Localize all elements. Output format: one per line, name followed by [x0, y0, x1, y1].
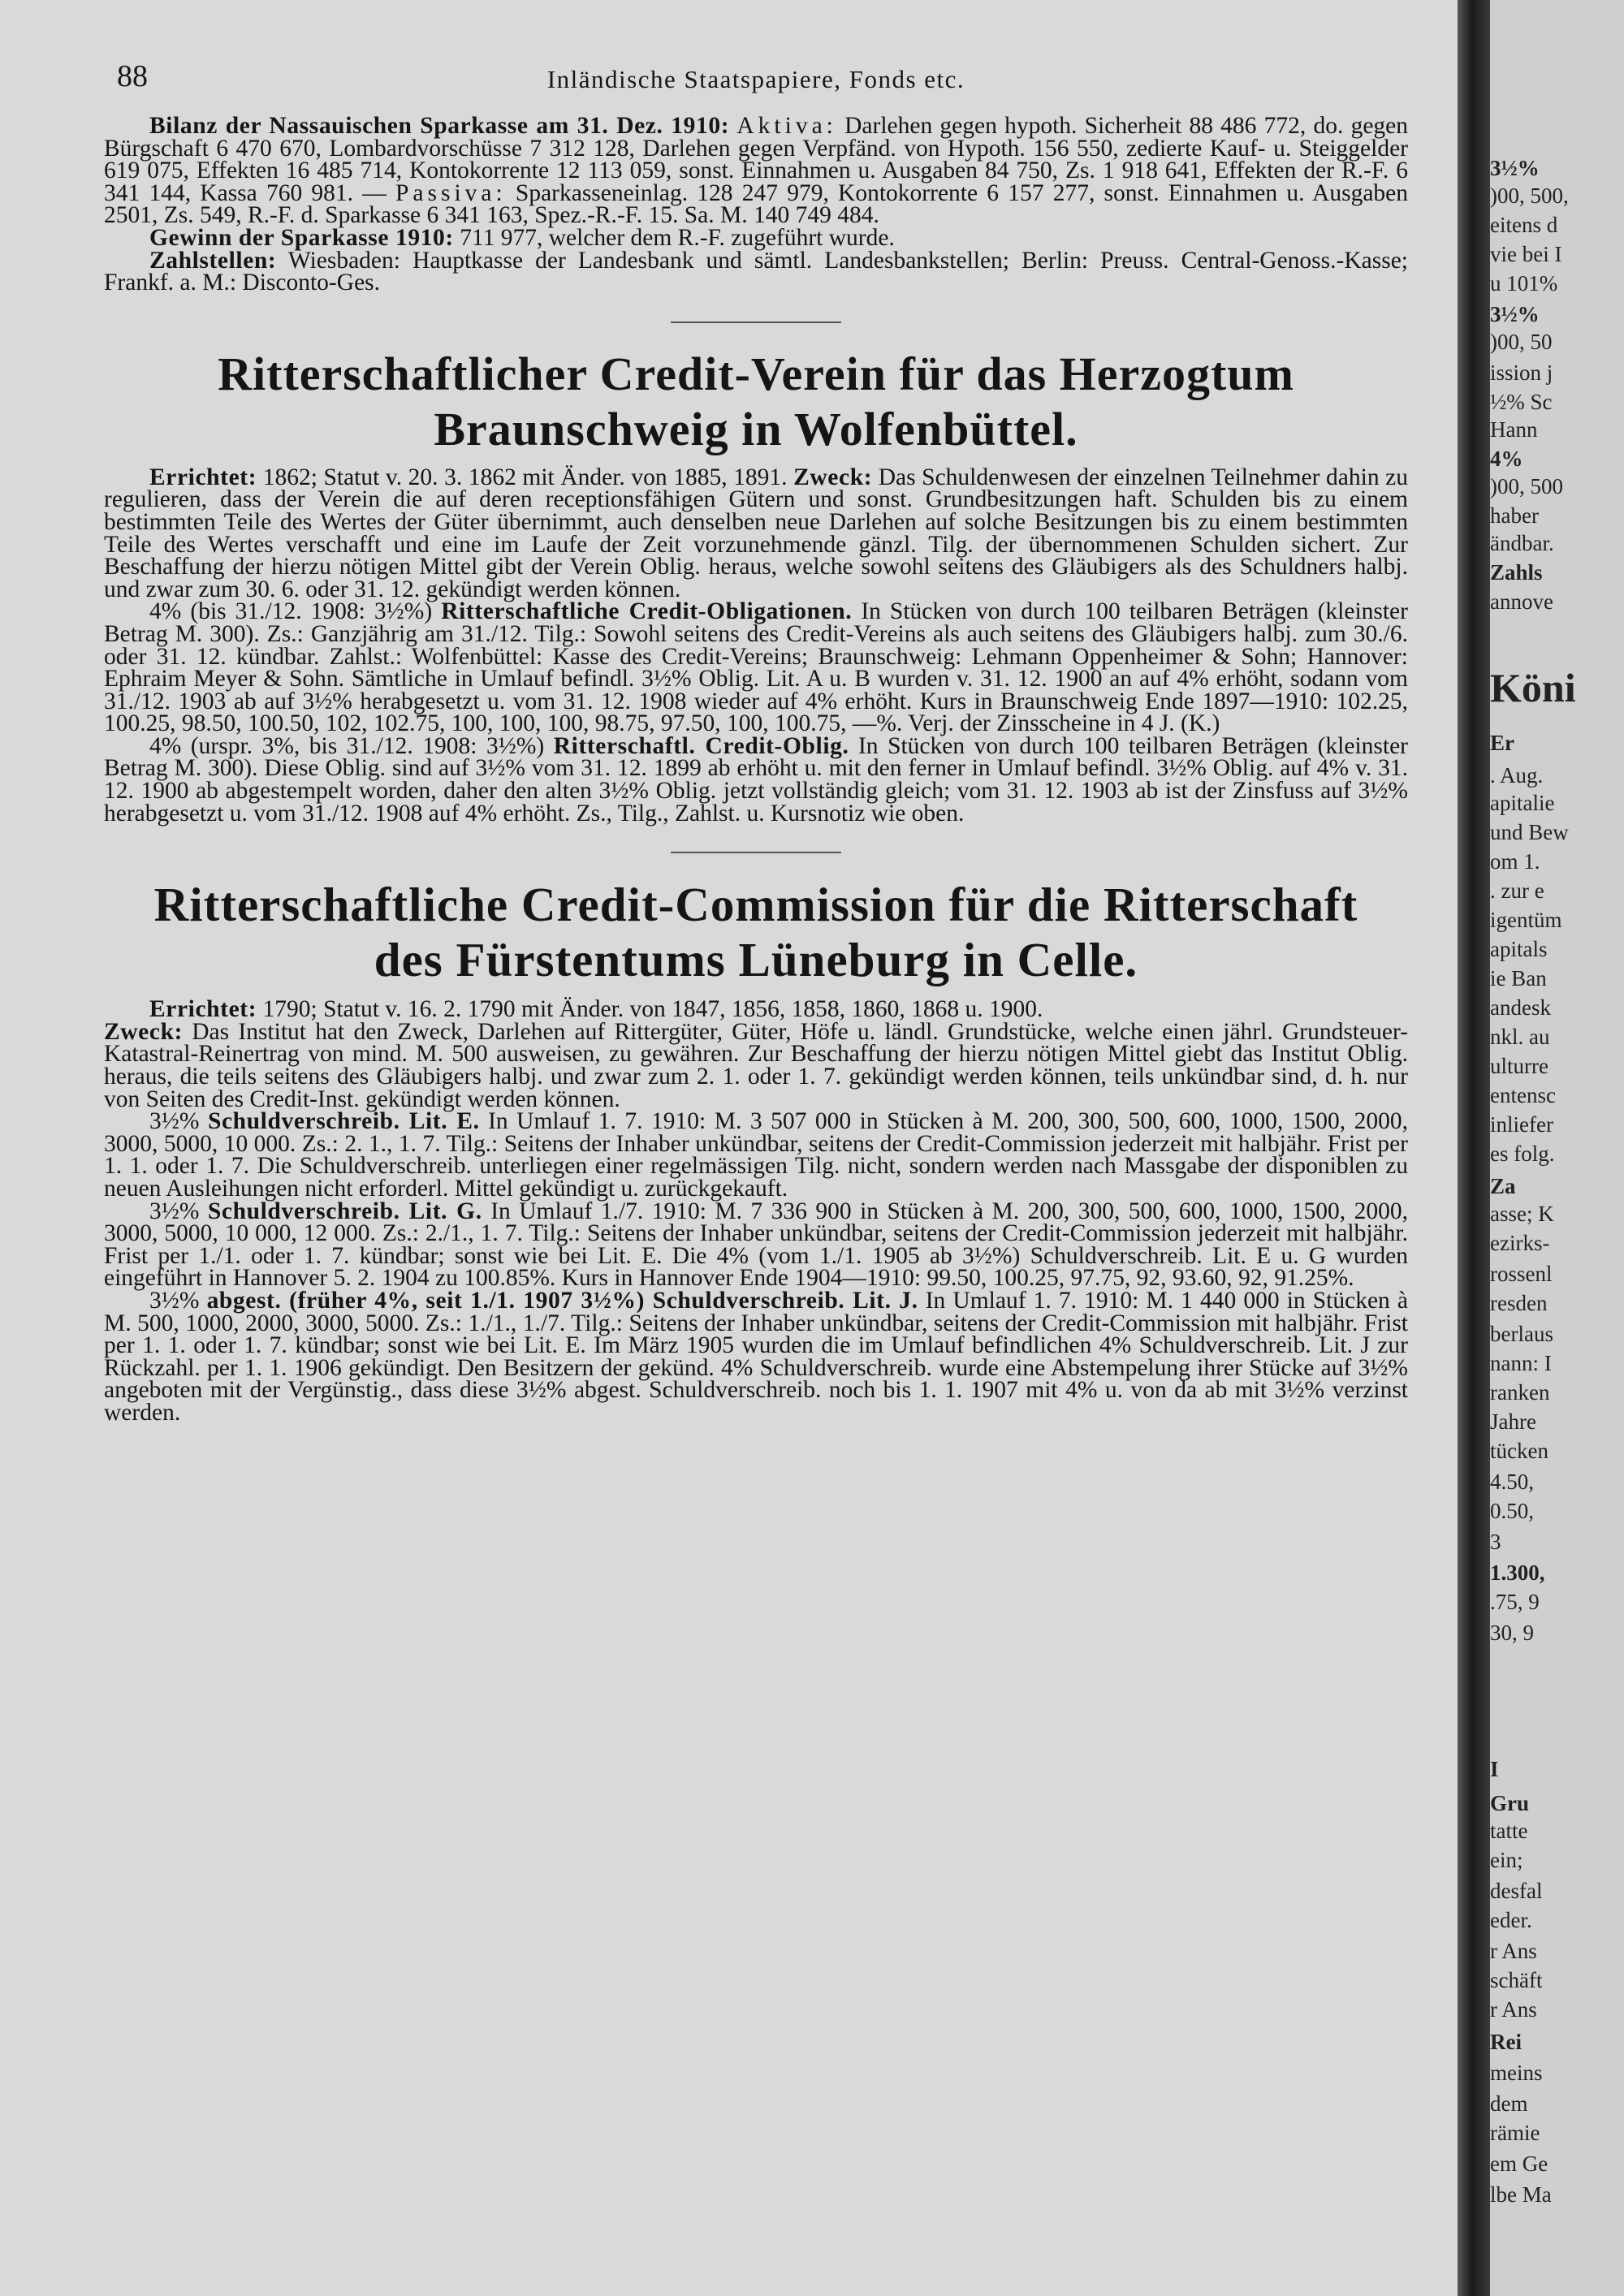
lueneburg-lit-e [104, 1108, 1409, 1202]
right-page-line: 4.50, [1490, 1470, 1534, 1494]
section-braunschweig [104, 347, 1408, 826]
nassau-zahlstellen-paragraph [104, 247, 1408, 296]
braunschweig-obl2-label: Ritterschaftl. Credit-Oblig. [553, 732, 849, 759]
right-page-line: 3½% [1490, 156, 1540, 180]
right-page-line: berlaus [1490, 1322, 1553, 1346]
braunschweig-obl2-text: In Stücken von durch 100 teilbaren Beträgen (kleinster Betrag M. 300). Diese Oblig. sind auf 3½% vom 31. 12. 1899 ab erhöht u. mit den ferner in Umlauf befindl. 3½% Oblig. auf 4% v. 31. 12. 1900 ab abgestempelt worden, daher den alten 3½% Oblig. jetzt vollständig gleich; vom 31. 12. 1903 ab ist der Zinsfuss auf 3½% herabgesetzt u. vom 31./12. 1908 auf 4% erhöht. Zs., Tilg., Zahlst. u. Kursnotiz wie oben. [104, 732, 1408, 826]
right-page-line: om 1. [1490, 849, 1540, 874]
right-page-line: 3½% [1490, 302, 1540, 326]
right-page-line: .75, 9 [1490, 1590, 1540, 1614]
right-page-line: ission j [1490, 360, 1553, 385]
right-page-line: 4% [1490, 447, 1523, 471]
braunschweig-zweck-label: Zweck: [793, 464, 873, 490]
nassau-bilanz-label: Bilanz der Nassauischen Sparkasse am 31. Dez. 1910: [149, 113, 730, 139]
lueneburg-lit-g-text: In Umlauf 1./7. 1910: M. 7 336 900 in Stücken à M. 200, 300, 500, 600, 1000, 1500, 2000, 3000, 5000, 10 000, 12 000. Zs.: 2./1., 1. 7. Tilg.: Seitens der Inhaber unkündbar, seitens der Credit-Commission jederzeit mit halbjähr. Frist per 1./1. oder 1. 7. kündbar; sonst wie bei Lit. E. Die 4% (vom 1./1. 1905 ab 3½%) Schuldverschreib. Lit. E u. G wurden eingeführt in Hannover 5. 2. 1904 zu 100.85%. Kurs in Hannover Ende 1904—1910: 99.50, 100.25, 97.75, 92, 93.60, 92, 91.25%. [104, 1198, 1409, 1292]
section-nassau [104, 115, 1408, 295]
lueneburg-lit-j-text: In Umlauf 1. 7. 1910: M. 1 440 000 in Stücken à M. 500, 1000, 2000, 3000, 5000. Zs.: 1./1., 1./7. Tilg.: Seitens der Inhaber unkündbar, seitens der Credit-Commission mit halbjähr. Frist per 1. 1. oder 1. 7. kündbar; sonst wie bei Lit. E. Im März 1905 wurden die im Umlauf befindlichen 4% Schuldverschreib. Lit. J zur Rückzahl. per 1. 1. 1906 gekündigt. Den Besitzern der gekünd. 4% Schuldverschreib. wurde eine Abstempelung ihrer Stücke auf 3½% angeboten mit der Vergünstig., dass diese 3½% abgest. Schuldverschreib. noch bis 1. 1. 1907 mit 4% u. von da ab mit 3½% verzinst werden. [104, 1287, 1409, 1426]
right-page-line: r Ans [1490, 1939, 1537, 1963]
right-page-line: em Ge [1490, 2151, 1548, 2176]
right-page-line: 0.50, [1490, 1499, 1534, 1523]
lueneburg-errichtet-label: Errichtet: [149, 996, 257, 1023]
right-page-line: nann: I [1490, 1351, 1552, 1375]
right-page-line: ½% Sc [1490, 390, 1553, 414]
right-page-line: resden [1490, 1291, 1548, 1315]
right-page-line: )00, 500, [1490, 183, 1569, 208]
section-divider [671, 852, 841, 853]
braunschweig-obligation-1 [104, 598, 1408, 737]
lueneburg-lit-e-prefix: 3½% [149, 1108, 200, 1135]
lueneburg-lit-e-label: Schuldverschreib. Lit. E. [207, 1108, 480, 1135]
right-page-line: Zahls [1490, 560, 1543, 585]
right-page-line: ie Ban [1490, 966, 1547, 990]
lueneburg-lit-j-prefix: 3½% [149, 1287, 200, 1314]
section-lueneburg [104, 877, 1408, 1424]
braunschweig-title [104, 347, 1408, 457]
running-title: Inländische Staatspapiere, Fonds etc. [546, 65, 965, 93]
right-page-line: rossenl [1490, 1262, 1553, 1286]
section-divider [671, 322, 841, 323]
lueneburg-errichtet-text: 1790; Statut v. 16. 2. 1790 mit Änder. von 1847, 1856, 1858, 1860, 1868 u. 1900. [262, 996, 1043, 1023]
right-page-line: Jahre [1490, 1409, 1536, 1434]
right-page-line: es folg. [1490, 1142, 1555, 1166]
braunschweig-errichtet-text: 1862; Statut v. 20. 3. 1862 mit Änder. von 1885, 1891. [262, 464, 788, 490]
right-page-line: igentüm [1490, 908, 1562, 932]
braunschweig-obl1-label: Ritterschaftliche Credit-Obligationen. [441, 598, 853, 625]
nassau-bilanz-text-1: Darlehen gegen hypoth. Sicherheit 88 486 772, do. gegen Bürgschaft 6 470 670, Lombardvorschüsse 7 312 128, Darlehen gegen Verpfänd. von Hypoth. 156 550, zedierte Kauf- u. Steiggelder 619 075, Effekten 16 485 714, Kontokorrente 12 113 059, sonst. Einnahmen u. Ausgaben 84 750, Zs. 1 918 641, Effekten der R.-F. 6 341 144, Kassa 760 981. — [104, 113, 1409, 206]
right-page-line: annove [1490, 589, 1553, 614]
lueneburg-title-line1: Ritterschaftliche Credit-Commission für die Ritterschaft [153, 878, 1358, 932]
nassau-zahlstellen-label: Zahlstellen: [149, 247, 277, 274]
right-page-line: entensc [1490, 1083, 1556, 1107]
nassau-passiva-label: Passiva: [395, 179, 507, 206]
lueneburg-errichtet-paragraph [104, 996, 1408, 1023]
right-page-line: 1.300, [1490, 1560, 1545, 1585]
right-page-line: Köni [1490, 665, 1576, 710]
right-page-line: 3 [1490, 1530, 1501, 1554]
right-page-line: Gru [1490, 1791, 1530, 1815]
nassau-gewinn-paragraph [104, 224, 1408, 251]
right-page-fragment [1490, 0, 1624, 2296]
right-page-line: . Aug. [1490, 763, 1544, 788]
right-page-line: Hann [1490, 417, 1538, 442]
braunschweig-obl1-text: In Stücken von durch 100 teilbaren Beträgen (kleinster Betrag M. 300). Zs.: Ganzjährig am 31./12. Tilg.: Sowohl seitens des Credit-Vereins als auch seitens des Gläubigers halbj. zum 30./6. oder 31. 12. kündbar. Zahlst.: Wolfenbüttel: Kasse des Credit-Vereins; Braunschweig: Lehmann Oppenheimer & Sohn; Hannover: Ephraim Meyer & Sohn. Sämtliche in Umlauf befindl. 3½% Oblig. Lit. A u. B wurden v. 31. 12. 1900 an auf 4% erhöht, sodann vom 31./12. 1903 ab auf 3½% herabgesetzt u. vom 31. 12. 1908 wieder auf 4% erhöht. Kurs in Braunschweig Ende 1897—1910: 102.25, 100.25, 98.50, 100.50, 102, 102.75, 100, 100, 100, 98.75, 97.50, 100, 100.75, —%. Verj. der Zinsscheine in 4 J. (K.) [104, 598, 1408, 737]
right-page-line: nkl. au [1490, 1025, 1550, 1049]
braunschweig-errichtet-label: Errichtet: [149, 464, 257, 490]
lueneburg-title-line2: des Fürstentums Lüneburg in Celle. [374, 933, 1138, 987]
braunschweig-zweck-text: Das Schuldenwesen der einzelnen Teilnehmer dahin zu regulieren, dass der Verein die auf deren receptionsfähigen Gütern und sonst. Grundbesitzungen haft. Schulden bis zu einem bestimmten Teile des Wertes der Güter übernimmt, auch denselben neue Darlehen auf solche Besitzungen bis zu einem bestimmten Teile des Wertes verschafft und eine im Laufe der Zeit vorzunehmende gänzl. Tilg. der übernommenen Schulden sichert. Zur Beschaffung der hierzu nötigen Mittel gibt der Verein Oblig. heraus, welche sowohl seitens des Gläubigers als des Schuldners halbj. und zwar zum 30. 6. oder 31. 12. gekündigt werden können. [104, 464, 1408, 602]
right-page-line: eitens d [1490, 213, 1558, 237]
right-page-line: haber [1490, 503, 1539, 528]
braunschweig-obl1-prefix: 4% (bis 31./12. 1908: 3½%) [149, 598, 433, 625]
book-gutter [1458, 0, 1490, 2296]
right-page-line: inliefer [1490, 1112, 1553, 1137]
right-page-line: u 101% [1490, 271, 1558, 296]
right-page-line: 30, 9 [1490, 1621, 1534, 1645]
braunschweig-title-line2: Braunschweig in Wolfenbüttel. [434, 402, 1078, 455]
right-page-line: desfal [1490, 1879, 1543, 1903]
right-page-line: I [1490, 1757, 1499, 1781]
right-page-line: tücken [1490, 1439, 1548, 1463]
nassau-gewinn-text: 711 977, welcher dem R.-F. zugeführt wurde. [460, 224, 895, 251]
lueneburg-lit-g-label: Schuldverschreib. Lit. G. [207, 1198, 482, 1224]
right-page-line: asse; K [1490, 1202, 1554, 1226]
lueneburg-lit-g-prefix: 3½% [149, 1198, 200, 1224]
right-page-line: eder. [1490, 1908, 1532, 1932]
lueneburg-lit-g [104, 1198, 1409, 1292]
right-page-line: schäft [1490, 1968, 1543, 1992]
right-page-line: )00, 500 [1490, 474, 1563, 498]
lueneburg-lit-j [104, 1287, 1409, 1426]
right-page-line: vie bei I [1490, 242, 1562, 266]
right-page-line: Za [1490, 1174, 1516, 1198]
right-page-line: und Bew [1490, 820, 1569, 844]
right-page-line: r Ans [1490, 1997, 1537, 2022]
right-page-line: andesk [1490, 995, 1551, 1020]
braunschweig-title-line1: Ritterschaftlicher Credit-Verein für das Herzogtum [218, 347, 1294, 400]
right-page-line: rämie [1490, 2121, 1540, 2145]
nassau-bilanz-text-2: Sparkasseneinlag. 128 247 979, Kontokorrente 6 157 277, sonst. Einnahmen u. Ausgaben 2501, Zs. 549, R.-F. d. Sparkasse 6 341 163, Spez.-R.-F. 15. Sa. M. 140 749 484. [104, 179, 1409, 229]
right-page-line: ranken [1490, 1380, 1550, 1405]
right-page-line: )00, 50 [1490, 330, 1553, 354]
right-page-line: . zur e [1490, 878, 1544, 903]
right-page-line: ezirks- [1490, 1231, 1550, 1255]
nassau-zahlstellen-text: Wiesbaden: Hauptkasse der Landesbank und sämtl. Landesbankstellen; Berlin: Preuss. Central-Genoss.-Kasse; Frankf. a. M.: Disconto-Ges. [104, 247, 1408, 296]
right-page-line: ändbar. [1490, 531, 1554, 555]
braunschweig-obligation-2 [104, 732, 1408, 826]
page-number: 88 [117, 59, 148, 93]
page-content [104, 58, 1408, 1425]
braunschweig-intro-paragraph [104, 464, 1408, 602]
nassau-bilanz-paragraph [104, 115, 1408, 227]
right-page-line: tatte [1490, 1819, 1528, 1843]
lueneburg-zweck-paragraph [104, 1018, 1408, 1112]
right-page-line: ein; [1490, 1848, 1523, 1872]
lueneburg-zweck-label: Zweck: [104, 1018, 183, 1045]
right-page-line: ulturre [1490, 1054, 1548, 1078]
right-page-line: apitals [1490, 937, 1548, 961]
right-page-line: dem [1490, 2091, 1528, 2116]
running-head [104, 58, 1408, 115]
braunschweig-obl2-prefix: 4% (urspr. 3%, bis 31./12. 1908: 3½%) [149, 732, 545, 759]
lueneburg-zweck-text: Das Institut hat den Zweck, Darlehen auf Rittergüter, Güter, Höfe u. ländl. Grundstücke, welche einen jährl. Grundsteuer-Katastral-Reinertrag von mind. M. 500 ausweisen, zu gewähren. Zur Beschaffung der hierzu nötigen Mittel giebt das Institut Oblig. heraus, die teils seitens des Gläubigers halbj. und zwar zum 2. 1. oder 1. 7. gekündigt werden können, teils unkündbar sind, d. h. nur von Seiten des Credit-Inst. gekündigt werden können. [104, 1018, 1408, 1112]
right-page-line: apitalie [1490, 791, 1555, 815]
right-page-line: Rei [1490, 2030, 1522, 2054]
right-page-line: Er [1490, 731, 1514, 755]
lueneburg-title [104, 877, 1408, 987]
lueneburg-lit-e-text: In Umlauf 1. 7. 1910: M. 3 507 000 in Stücken à M. 200, 300, 500, 600, 1000, 1500, 2000, 3000, 5000, 10 000. Zs.: 2. 1., 1. 7. Tilg.: Seitens der Inhaber unkündbar, seitens der Credit-Commission jederzeit mit halbjähr. Frist per 1. 1. oder 1. 7. Die Schuldverschreib. unterliegen einer regelmässigen Tilg. nicht, sondern werden nach Massgabe der disponiblen zu neuen Ausleihungen nicht erforderl. Mittel gekündigt u. zurückgekauft. [104, 1108, 1409, 1202]
right-page-line: meins [1490, 2061, 1543, 2085]
nassau-aktiva-label: Aktiva: [736, 113, 837, 139]
nassau-gewinn-label: Gewinn der Sparkasse 1910: [149, 224, 454, 251]
lueneburg-lit-j-label: abgest. (früher 4%, seit 1./1. 1907 3½%) Schuldverschreib. Lit. J. [206, 1287, 918, 1314]
right-page-line: lbe Ma [1490, 2182, 1552, 2207]
